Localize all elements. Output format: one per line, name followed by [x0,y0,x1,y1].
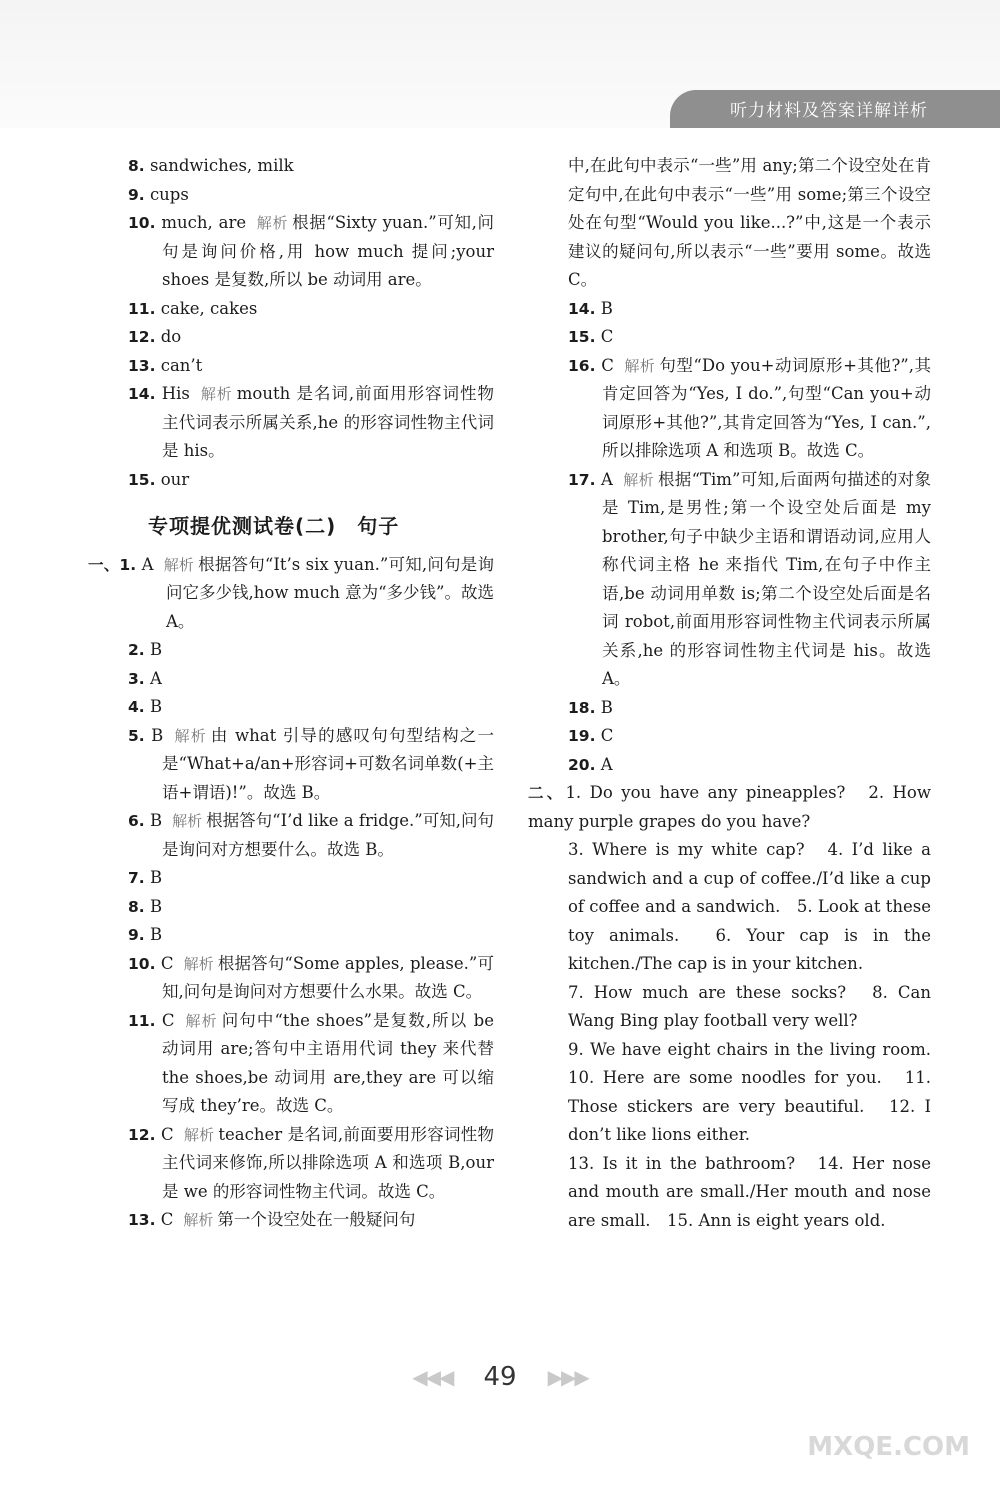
answer-value: B [600,697,613,717]
item-number: 6. [128,812,145,830]
answer-value: A [600,754,613,774]
answer-value: C [600,726,614,745]
answer-value: much, are [161,213,247,232]
item-number: 8. [128,157,145,175]
answer-item [128,864,494,893]
part2-text: 1. Do you have any pineapples? 2. How many purple grapes do you have? [528,783,931,831]
answer-value: sandwiches, milk [149,156,294,175]
answer-item [568,323,931,352]
part1-answer-list [88,551,494,1235]
part2-text: 3. Where is my white cap? 4. I’d like a sandwich and a cup of coffee./I’d like a cup of coffee and a sandwich. 5. Look at these toy animals. 6. Your cap is in the kitchen./The cap is in your kitchen. [568,840,931,973]
answer-value: B [151,725,164,745]
explanation-text: 由 what 引导的感叹句句型结构之一是“What+a/an+形容词+可数名词单数(+主语+谓语)!”。故选 B。 [162,725,494,802]
answer-item [128,466,494,495]
answer-item [128,1121,494,1207]
explanation-text: mouth 是名词,前面用形容词性物主代词表示所属关系,he 的形容词性物主代词是 his。 [162,384,494,460]
item-number: 13. [128,356,156,375]
answer-list-left [128,152,494,494]
item-number: 19. [568,727,596,745]
item-number: 1. [119,555,137,574]
answer-value: C [160,1210,174,1229]
answer-value: cups [149,184,189,204]
explanation-label: 解析 [183,954,214,973]
item-number: 9. [128,926,145,944]
answer-value: C [600,327,614,346]
section-title: 专项提优测试卷(二) 句子 [148,514,400,538]
answer-value: our [160,469,190,489]
explanation-text: 句型“Do you+动词原形+其他?”,其肯定回答为“Yes, I do.”,句型“Can you+动词原形+其他?”,其肯定回答为“Yes, I can.”,所以排除选项 A 和选项 B。故选 C。 [602,355,931,460]
item-number: 20. [568,755,596,774]
answer-item [128,323,494,352]
answer-value: B [149,640,163,659]
part-label: 二、 [528,784,566,802]
page-number: 49 [483,1362,517,1392]
part2-answer-paragraph [528,1150,931,1236]
explanation-label: 解析 [163,555,195,574]
prev-arrows-icon: ◀◀◀ [412,1365,453,1389]
answer-item [128,1206,494,1235]
answer-value: C [160,1124,174,1144]
part2-text: 13. Is it in the bathroom? 14. Her nose and mouth are small./Her mouth and nose are small. 15. Ann is eight years old. [568,1153,931,1230]
answer-item [128,893,494,922]
part2-text: 9. We have eight chairs in the living room. 10. Here are some noodles for you. 11. Those stickers are very beautiful. 12. I don’t like lions either. [568,1039,948,1144]
item-number: 2. [128,641,145,659]
watermark: MXQE.COM [807,1432,970,1462]
item-number: 15. [128,470,156,489]
answer-item [128,693,494,722]
item-number: 10. [128,214,156,232]
answer-value: A [141,554,154,574]
answer-value: A [601,469,613,489]
answer-item [128,209,494,295]
answer-item [568,722,931,751]
part2-answer-paragraph [528,1036,948,1150]
answer-value: B [149,811,163,830]
explanation-label: 解析 [183,1211,214,1229]
answer-value: B [149,925,163,944]
item-number: 7. [128,869,145,887]
explanation-text: teacher 是名词,前面要用形容词性物主代词来修饰,所以排除选项 A 和选项 B,our 是 we 的形容词性物主代词。故选 C。 [162,1124,494,1201]
item-number: 9. [128,185,145,204]
item-number: 16. [568,356,596,375]
answer-item [128,722,494,808]
answer-value: B [149,697,163,716]
explanation-text: 根据答句“Some apples, please.”可知,问句是询问对方想要什么水果。故选 C。 [162,953,494,1001]
right-column [528,152,948,1235]
item-number: 11. [128,1011,156,1030]
explanation-label: 解析 [183,1125,215,1144]
answer-item [128,181,494,210]
answer-item [128,1007,494,1121]
answer-item [88,551,494,637]
answer-value: do [160,327,182,346]
explanation-label: 解析 [184,1011,218,1030]
explanation-text: 第一个设空处在一般疑问句 [217,1210,416,1229]
explanation-label: 解析 [172,812,203,830]
item-number: 11. [128,299,156,318]
part2-text: 7. How much are these socks? 8. Can Wang Bing play football very well? [568,982,931,1030]
answer-value: C [601,355,614,375]
answer-item [568,694,931,723]
answer-value: cake, cakes [160,298,258,318]
answer-value: B [600,298,613,318]
part2-answer-paragraph [528,836,931,979]
explanation-text: 根据“Tim”可知,后面两句描述的对象是 Tim,是男性;第一个设空处后面是 my brother,句子中缺少主语和谓语动词,应用人称代词主格 he 来指代 Tim,在句子中作主语,be 动词用单数 is;第二个设空处后面是名词 robot,前面用形容词性物主代词表示所属关系,he 的形容词性物主代词是 his。故选 A。 [602,469,931,688]
explanation-text: 根据答句“It’s six yuan.”可知,问句是询问它多少钱,how much 意为“多少钱”。故选 A。 [166,554,494,631]
answer-item [568,751,931,780]
item-number: 10. [128,954,156,973]
answer-item [128,807,494,864]
answer-value: can’t [160,355,203,375]
explanation-text: 根据“Sixty yuan.”可知,问句是询问价格,用 how much 提问;your shoes 是复数,所以 be 动词用 are。 [162,213,495,289]
part2-block [528,779,948,1235]
answer-item [568,295,931,324]
item-number: 12. [128,328,156,346]
answer-value: C [160,953,174,973]
explanation-label: 解析 [622,470,654,489]
part2-answer-paragraph [528,979,931,1036]
answer-item [128,921,494,950]
item-number: 12. [128,1125,156,1144]
item-number: 4. [128,698,145,716]
answer-item [128,380,494,466]
next-arrows-icon: ▶▶▶ [547,1365,588,1389]
item-number: 14. [128,385,156,403]
part1-answer-list-continued [568,295,931,780]
page-footer [0,1362,1000,1392]
answer-value: C [161,1010,175,1030]
answer-item [128,152,494,181]
answer-item [128,665,494,694]
item-number: 13. [128,1211,156,1229]
item-number: 17. [568,470,596,489]
answer-item [128,950,494,1007]
answer-item [128,295,494,324]
item-number: 5. [128,726,145,745]
item-number: 15. [568,328,596,346]
continuation-text: 中,在此句中表示“一些”用 any;第二个设空处在肯定句中,在此句中表示“一些”用 some;第三个设空处在句型“Would you like...?”中,这是一个表示建议的疑问句,所以表示“一些”要用 some。故选 C。 [568,156,931,289]
answer-value: His [161,384,190,403]
answer-value: B [149,868,163,887]
answer-item [568,352,931,466]
running-header-title: 听力材料及答案详解详析 [730,101,928,121]
item-number: 18. [568,698,596,717]
answer-value: A [149,668,162,688]
explanation-label: 解析 [623,356,656,375]
part2-answer-list [528,779,948,1235]
answer-value: B [149,896,163,916]
item-number: 8. [128,897,145,916]
part2-answer-paragraph [528,779,931,836]
explanation-label: 解析 [256,214,289,232]
explanation-text: 根据答句“I’d like a fridge.”可知,问句是询问对方想要什么。故选 B。 [162,811,494,859]
left-column [88,152,495,1235]
item-number: 14. [568,299,596,318]
answer-item [128,636,494,665]
explanation-text: 问句中“the shoes”是复数,所以 be 动词用 are;答句中主语用代词 they 来代替 the shoes,be 动词用 are,they are 可以缩写成 they’re。故选 C。 [162,1010,494,1115]
part-label: 一、 [88,555,120,574]
answer-item [128,352,494,381]
explanation-label: 解析 [199,385,233,403]
answer-item [568,466,931,694]
item-number: 3. [128,669,145,688]
explanation-label: 解析 [173,726,207,745]
